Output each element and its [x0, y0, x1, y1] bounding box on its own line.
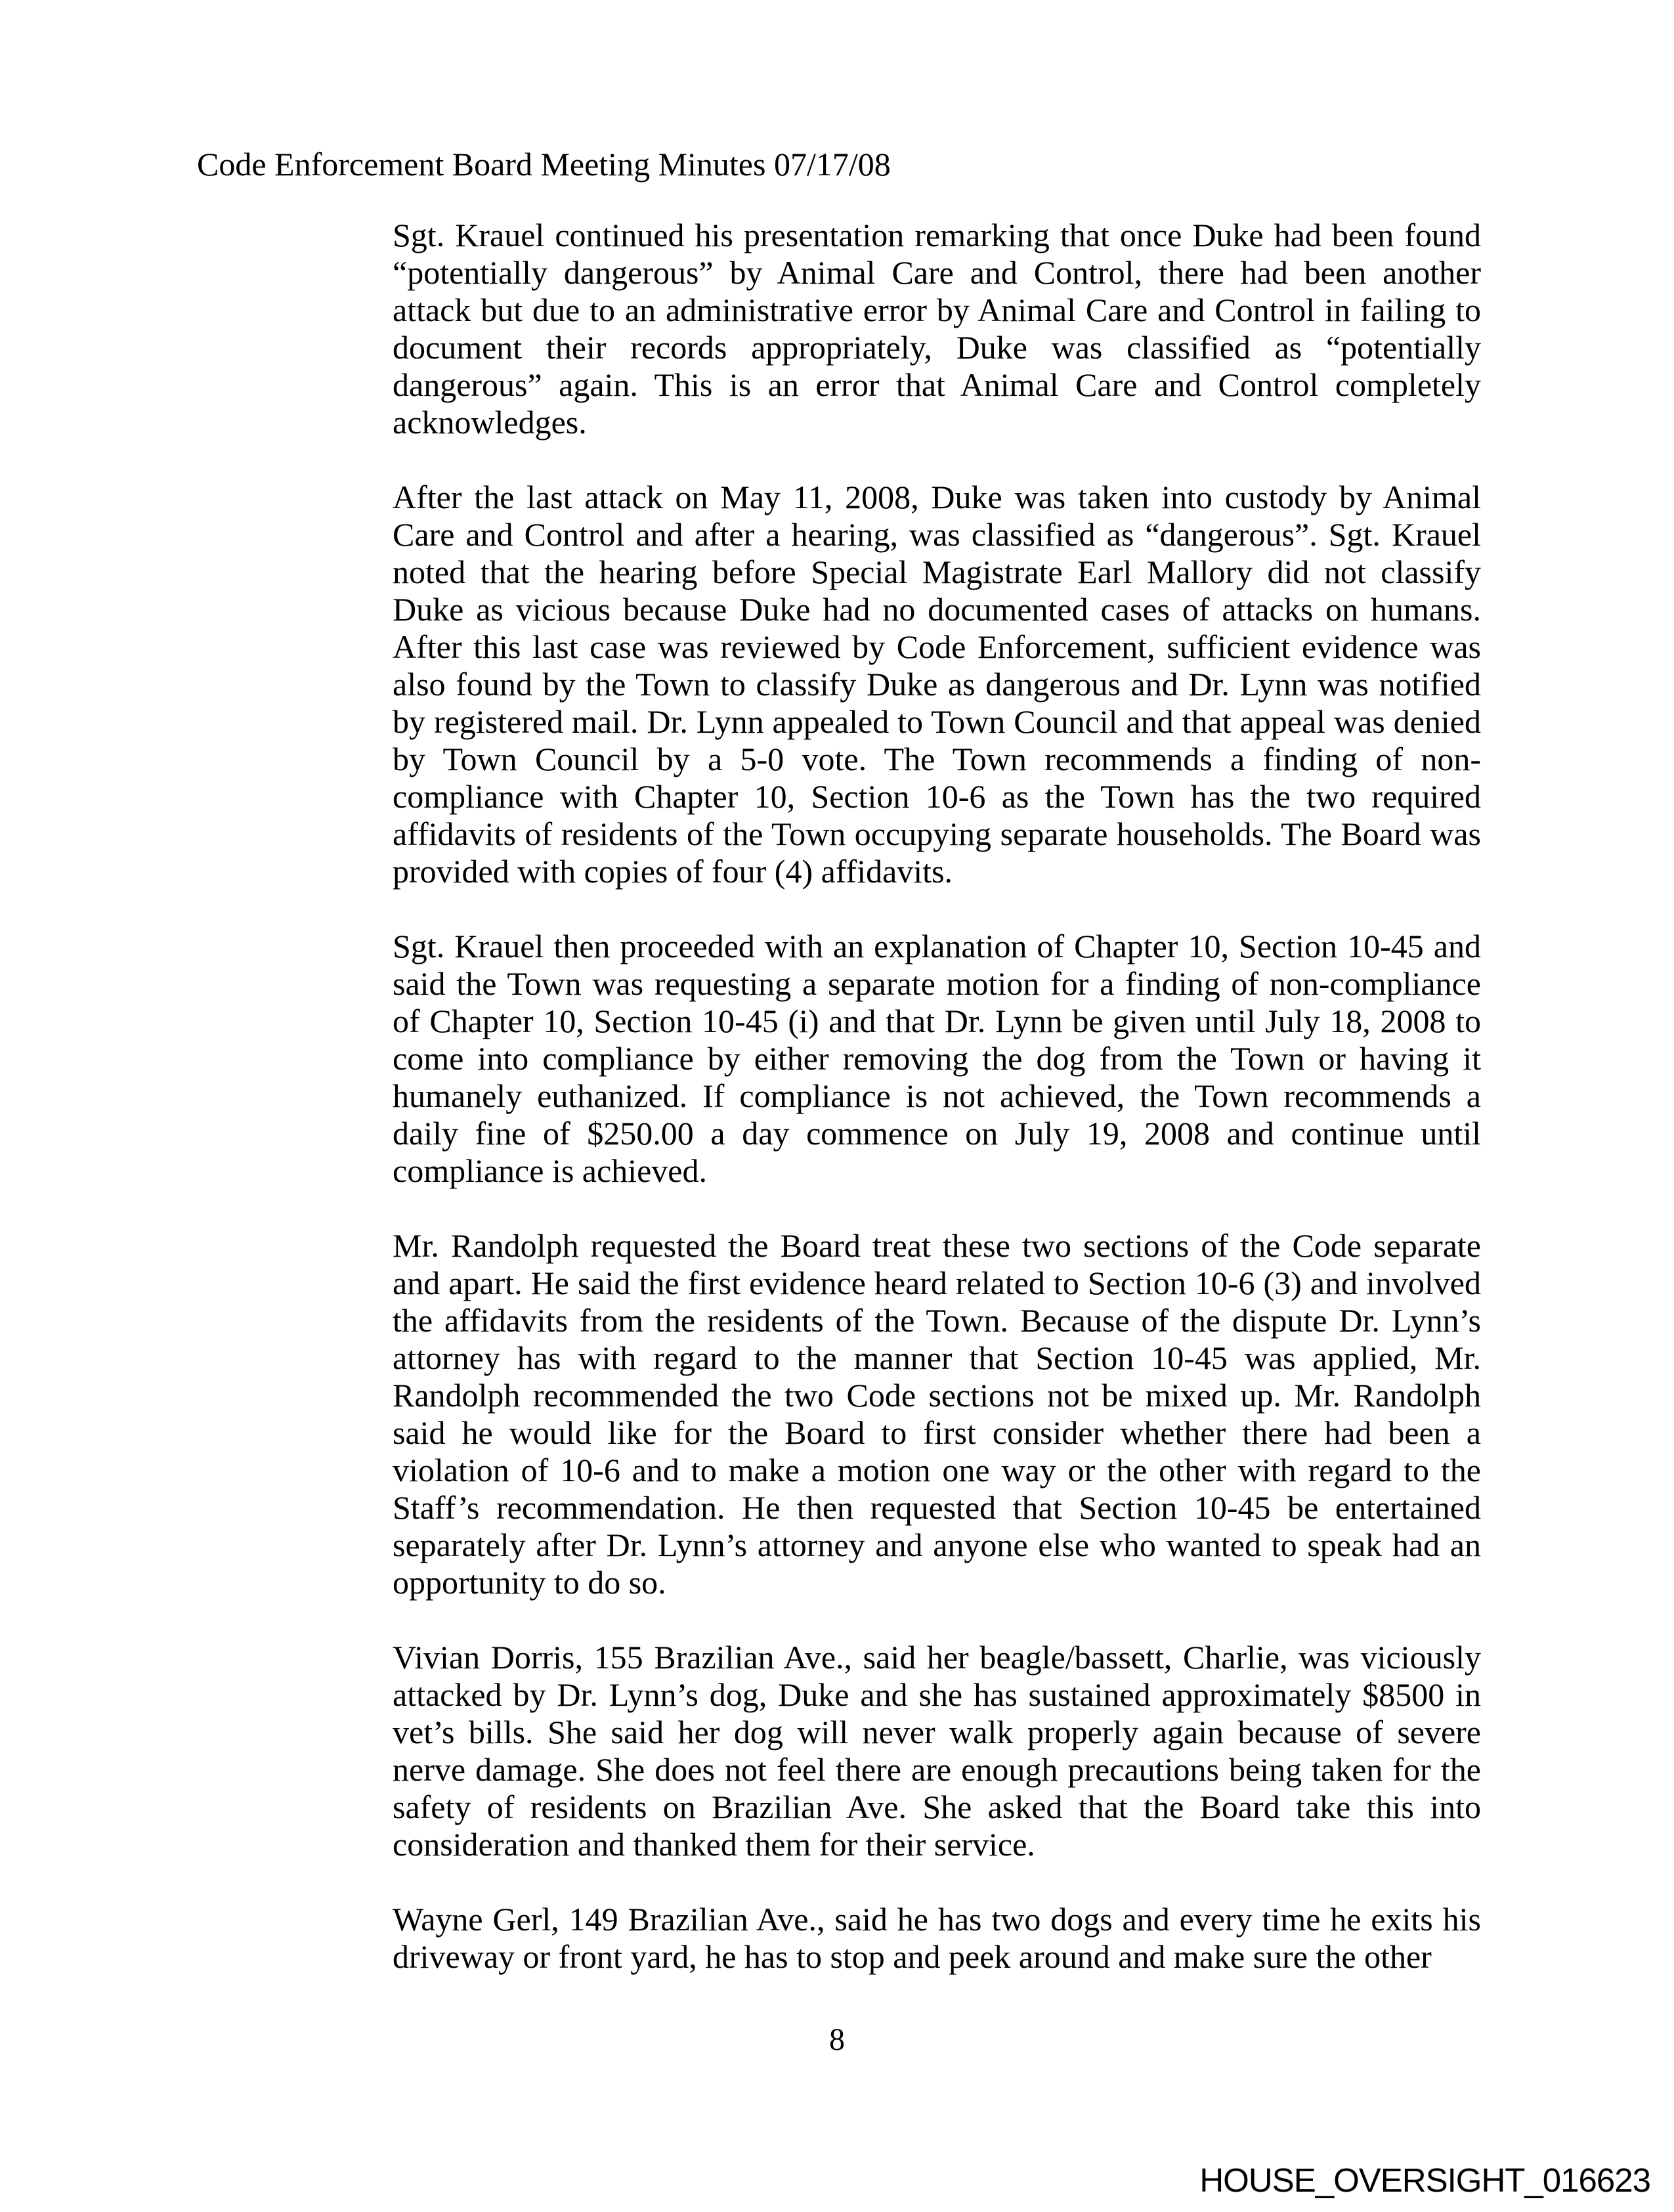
- paragraph-last-attack: After the last attack on May 11, 2008, Duke was taken into custody by Animal Care and Control and after a hearing, was classified as “dangerous”. Sgt. Krauel noted that the hearing before Special Magistrate Earl Mallory did not classify Duke as vicious because Duke had no documented cases of attacks on humans. After this last case was reviewed by Code Enforcement, sufficient evidence was also found by the Town to classify Duke as dangerous and Dr. Lynn was notified by registered mail. Dr. Lynn appealed to Town Council and that appeal was denied by Town Council by a 5-0 vote. The Town recommends a finding of non-compliance with Chapter 10, Section 10-6 as the Town has the two required affidavits of residents of the Town occupying separate households. The Board was provided with copies of four (4) affidavits.: [393, 479, 1481, 890]
- bates-number: HOUSE_OVERSIGHT_016623: [1199, 2161, 1650, 2199]
- paragraph-randolph-request: Mr. Randolph requested the Board treat these two sections of the Code separate and apart. He said the first evidence heard related to Section 10-6 (3) and involved the affidavits from the residents of the Town. Because of the dispute Dr. Lynn’s attorney has with regard to the manner that Section 10-45 was applied, Mr. Randolph recommended the two Code sections not be mixed up. Mr. Randolph said he would like for the Board to first consider whether there had been a violation of 10-6 and to make a motion one way or the other with regard to the Staff’s recommendation. He then requested that Section 10-45 be entertained separately after Dr. Lynn’s attorney and anyone else who wanted to speak had an opportunity to do so.: [393, 1227, 1481, 1601]
- paragraph-krauel-presentation: Sgt. Krauel continued his presentation remarking that once Duke had been found “potentially dangerous” by Animal Care and Control, there had been another attack but due to an administrative error by Animal Care and Control in failing to document their records appropriately, Duke was classified as “potentially dangerous” again. This is an error that Animal Care and Control completely acknowledges.: [393, 217, 1481, 441]
- document-title: Code Enforcement Board Meeting Minutes 07/17/08: [197, 146, 891, 183]
- paragraph-wayne-gerl: Wayne Gerl, 149 Brazilian Ave., said he has two dogs and every time he exits his driveway or front yard, he has to stop and peek around and make sure the other: [393, 1901, 1481, 1975]
- paragraph-section-10-45: Sgt. Krauel then proceeded with an explanation of Chapter 10, Section 10-45 and said the Town was requesting a separate motion for a finding of non-compliance of Chapter 10, Section 10-45 (i) and that Dr. Lynn be given until July 18, 2008 to come into compliance by either removing the dog from the Town or having it humanely euthanized. If compliance is not achieved, the Town recommends a daily fine of $250.00 a day commence on July 19, 2008 and continue until compliance is achieved.: [393, 928, 1481, 1189]
- paragraph-vivian-dorris: Vivian Dorris, 155 Brazilian Ave., said her beagle/bassett, Charlie, was viciously attacked by Dr. Lynn’s dog, Duke and she has sustained approximately $8500 in vet’s bills. She said her dog will never walk properly again because of severe nerve damage. She does not feel there are enough precautions being taken for the safety of residents on Brazilian Ave. She asked that the Board take this into consideration and thanked them for their service.: [393, 1639, 1481, 1863]
- page-number: 8: [829, 2022, 845, 2057]
- document-body: [393, 217, 1481, 1976]
